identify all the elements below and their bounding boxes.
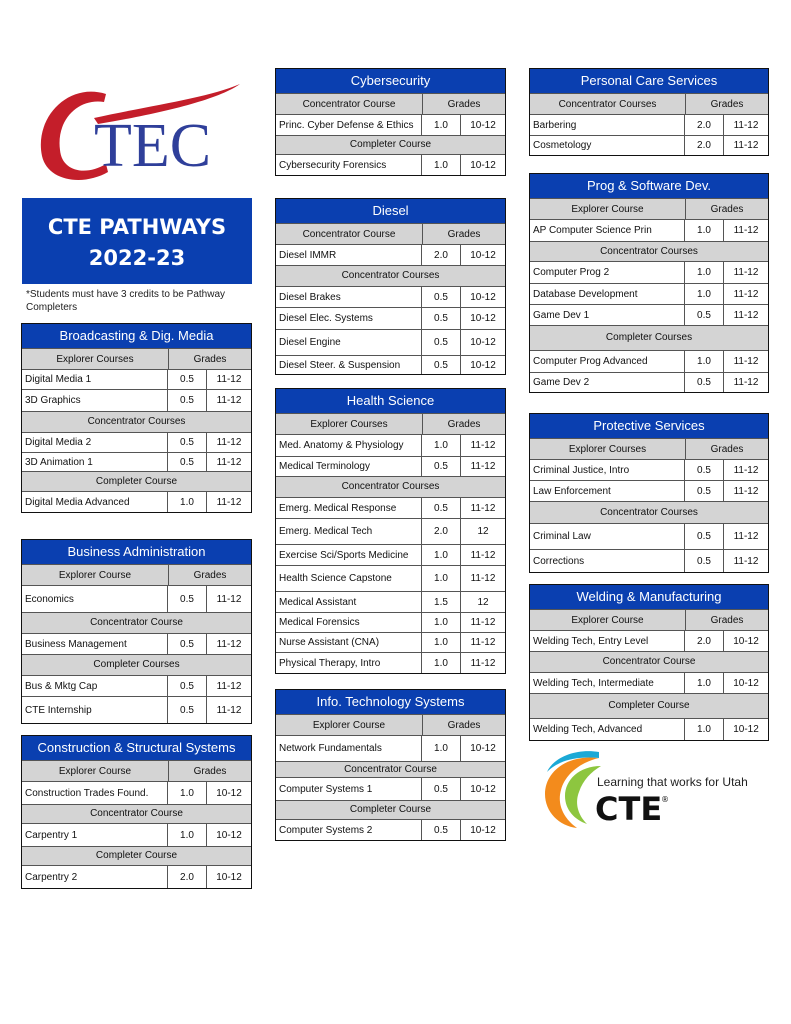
table-header-row [22, 348, 251, 369]
course-row [276, 329, 505, 355]
course-row [276, 652, 505, 673]
course-grades: 10-12 [460, 778, 505, 800]
course-credits: 0.5 [421, 820, 460, 840]
course-name: Emerg. Medical Response [279, 502, 397, 514]
course-name: Welding Tech, Intermediate [533, 677, 654, 689]
course-row [530, 523, 768, 549]
course-name: Computer Prog 2 [533, 267, 610, 278]
pathway-title: Diesel [276, 199, 505, 223]
course-grades: 10-12 [460, 155, 505, 175]
course-row [276, 114, 505, 135]
course-row [276, 735, 505, 761]
course-type-header: Explorer Course [58, 569, 132, 581]
course-grades: 10-12 [206, 866, 251, 888]
course-credits: 0.5 [167, 697, 206, 723]
course-grades: 11-12 [206, 492, 251, 512]
grades-header: Grades [685, 94, 768, 114]
course-credits: 1.0 [167, 782, 206, 804]
ctec-logo [28, 78, 248, 188]
course-level-band: Concentrator Course [22, 612, 251, 633]
pathway-title: Info. Technology Systems [276, 690, 505, 714]
course-credits: 0.5 [684, 305, 723, 325]
pathway-table [529, 68, 769, 156]
course-row [276, 286, 505, 307]
grades-header: Grades [685, 199, 768, 219]
course-row [22, 452, 251, 471]
table-header-row [530, 93, 768, 114]
course-type-header: Explorer Course [571, 203, 644, 215]
course-credits: 1.0 [421, 435, 460, 456]
course-grades: 11-12 [206, 370, 251, 389]
course-row [22, 675, 251, 696]
course-name: Digital Media 1 [25, 374, 92, 385]
pathway-title: Broadcasting & Dig. Media [22, 324, 251, 348]
course-credits: 0.5 [421, 356, 460, 374]
course-name: Barbering [533, 119, 577, 131]
course-credits: 2.0 [421, 519, 460, 544]
table-header-row [530, 438, 768, 459]
course-grades: 11-12 [206, 586, 251, 612]
course-credits: 0.5 [421, 778, 460, 800]
course-level-band: Completer Courses [22, 654, 251, 675]
course-credits: 1.0 [421, 566, 460, 591]
course-credits: 0.5 [421, 330, 460, 355]
course-grades: 11-12 [723, 550, 768, 572]
course-name: Computer Systems 2 [279, 824, 373, 836]
course-grades: 10-12 [723, 719, 768, 740]
pathway-table [21, 735, 252, 889]
course-name: Corrections [533, 555, 585, 567]
course-grades: 10-12 [723, 631, 768, 651]
utah-tagline: Learning that works for Utah [597, 775, 748, 789]
course-grades: 11-12 [723, 262, 768, 283]
course-name: Diesel Elec. Systems [279, 313, 373, 324]
course-credits: 0.5 [167, 390, 206, 411]
course-level-band: Concentrator Courses [530, 241, 768, 261]
course-credits: 2.0 [684, 631, 723, 651]
course-name: Computer Systems 1 [279, 783, 373, 795]
course-level-band: Concentrator Course [530, 651, 768, 672]
course-credits: 1.0 [167, 492, 206, 512]
course-credits: 0.5 [167, 676, 206, 696]
course-row [530, 672, 768, 693]
course-credits: 0.5 [167, 634, 206, 654]
title-banner [22, 198, 252, 284]
pathway-title: Welding & Manufacturing [530, 585, 768, 609]
course-row [22, 432, 251, 452]
course-row [276, 434, 505, 456]
course-credits: 1.0 [421, 633, 460, 652]
course-level-band: Completer Course [276, 800, 505, 819]
course-grades: 10-12 [206, 824, 251, 846]
course-level-band: Completer Course [530, 693, 768, 718]
utah-cte-wordmark: CTE [595, 790, 663, 828]
course-grades: 10-12 [460, 356, 505, 374]
pathway-table [275, 388, 506, 674]
pathway-title: Business Administration [22, 540, 251, 564]
course-type-header: Concentrator Course [302, 228, 396, 240]
course-name: Digital Media 2 [25, 437, 92, 448]
course-row [530, 261, 768, 283]
course-grades: 11-12 [723, 284, 768, 304]
course-credits: 2.0 [421, 245, 460, 265]
course-grades: 11-12 [460, 633, 505, 652]
course-name: Bus & Mktg Cap [25, 680, 98, 692]
utah-cte-logo [541, 748, 761, 830]
course-row [276, 819, 505, 840]
course-credits: 0.5 [684, 550, 723, 572]
svg-text:TEC: TEC [94, 112, 212, 180]
course-credits: 1.0 [684, 673, 723, 693]
course-grades: 10-12 [460, 736, 505, 761]
course-name: Medical Terminology [279, 461, 370, 472]
course-row [530, 114, 768, 135]
course-grades: 11-12 [460, 545, 505, 565]
course-level-band: Concentrator Course [276, 761, 505, 777]
course-name: Nurse Assistant (CNA) [279, 637, 380, 648]
table-header-row [22, 564, 251, 585]
course-name: CTE Internship [25, 704, 92, 716]
course-grades: 10-12 [723, 673, 768, 693]
course-type-header: Explorer Course [571, 614, 644, 626]
course-row [530, 135, 768, 155]
course-credits: 0.5 [684, 460, 723, 480]
course-row [22, 491, 251, 512]
course-grades: 11-12 [206, 697, 251, 723]
course-credits: 0.5 [421, 498, 460, 518]
course-name: Med. Anatomy & Physiology [279, 440, 404, 451]
course-row [22, 865, 251, 888]
course-name: Network Fundamentals [279, 743, 382, 754]
course-grades: 11-12 [460, 435, 505, 456]
course-type-header: Explorer Course [312, 719, 386, 731]
course-name: Construction Trades Found. [25, 787, 149, 799]
course-credits: 1.0 [421, 653, 460, 673]
grades-header: Grades [422, 414, 505, 434]
course-type-header: Concentrator Course [302, 98, 396, 110]
course-grades: 10-12 [460, 330, 505, 355]
course-grades: 11-12 [723, 115, 768, 135]
course-name: 3D Graphics [25, 395, 81, 406]
course-level-band: Concentrator Course [22, 804, 251, 823]
course-credits: 1.0 [167, 824, 206, 846]
course-credits: 1.0 [421, 545, 460, 565]
course-grades: 10-12 [460, 287, 505, 307]
course-type-header: Explorer Courses [568, 443, 647, 455]
course-type-header: Explorer Courses [310, 418, 388, 430]
course-name: Medical Assistant [279, 596, 357, 608]
course-type-header: Explorer Courses [56, 353, 134, 365]
course-grades: 11-12 [723, 460, 768, 480]
course-name: Cybersecurity Forensics [279, 159, 387, 171]
course-row [276, 355, 505, 374]
course-row [22, 369, 251, 389]
course-credits: 0.5 [167, 586, 206, 612]
course-grades: 10-12 [460, 308, 505, 329]
course-name: Law Enforcement [533, 485, 611, 497]
course-level-band: Completer Courses [530, 325, 768, 350]
course-name: Diesel IMMR [279, 249, 337, 261]
course-level-band: Concentrator Courses [22, 411, 251, 432]
course-row [530, 718, 768, 740]
banner-year: 2022-23 [88, 246, 186, 270]
course-grades: 11-12 [206, 634, 251, 654]
course-row [276, 456, 505, 476]
course-row [530, 372, 768, 392]
grades-header: Grades [685, 610, 768, 630]
course-row [276, 154, 505, 175]
course-name: Emerg. Medical Tech [279, 526, 373, 537]
course-level-band: Completer Course [276, 135, 505, 154]
course-credits: 1.5 [421, 592, 460, 612]
course-row [276, 632, 505, 652]
grades-header: Grades [168, 565, 251, 585]
pathway-title: Health Science [276, 389, 505, 413]
course-row [276, 307, 505, 329]
course-grades: 10-12 [460, 820, 505, 840]
course-name: Welding Tech, Advanced [533, 724, 643, 735]
course-row [276, 497, 505, 518]
course-credits: 2.0 [167, 866, 206, 888]
course-name: Exercise Sci/Sports Medicine [279, 549, 409, 561]
course-name: Digital Media Advanced [25, 496, 130, 508]
table-header-row [276, 223, 505, 244]
course-row [276, 518, 505, 544]
course-name: Game Dev 2 [533, 377, 590, 388]
course-grades: 10-12 [460, 245, 505, 265]
course-level-band: Completer Course [22, 846, 251, 865]
pathway-table [275, 198, 506, 375]
course-row [22, 585, 251, 612]
course-name: Database Development [533, 288, 638, 300]
table-header-row [530, 198, 768, 219]
course-credits: 1.0 [421, 115, 460, 135]
course-row [22, 633, 251, 654]
course-credits: 0.5 [421, 308, 460, 329]
course-row [276, 244, 505, 265]
table-header-row [276, 413, 505, 434]
course-grades: 11-12 [723, 136, 768, 155]
grades-header: Grades [422, 224, 505, 244]
pathway-title: Protective Services [530, 414, 768, 438]
course-grades: 11-12 [206, 676, 251, 696]
utah-registered-mark: ® [661, 795, 669, 804]
course-credits: 1.0 [684, 719, 723, 740]
course-name: Welding Tech, Entry Level [533, 635, 649, 647]
course-grades: 11-12 [206, 390, 251, 411]
course-name: Cosmetology [533, 140, 592, 151]
course-credits: 0.5 [684, 524, 723, 549]
table-header-row [276, 93, 505, 114]
course-credits: 0.5 [421, 287, 460, 307]
course-row [530, 630, 768, 651]
course-grades: 10-12 [206, 782, 251, 804]
course-level-band: Concentrator Courses [276, 265, 505, 286]
course-credits: 0.5 [421, 457, 460, 476]
course-credits: 2.0 [684, 115, 723, 135]
course-row [530, 283, 768, 304]
course-row [276, 777, 505, 800]
course-row [22, 781, 251, 804]
course-name: Criminal Law [533, 531, 591, 542]
pathway-title: Cybersecurity [276, 69, 505, 93]
course-row [276, 612, 505, 632]
course-grades: 12 [460, 519, 505, 544]
course-name: AP Computer Science Prin [533, 225, 652, 236]
pathway-title: Prog & Software Dev. [530, 174, 768, 198]
course-row [276, 544, 505, 565]
course-credits: 0.5 [167, 433, 206, 452]
pathway-table [529, 413, 769, 573]
course-grades: 11-12 [460, 498, 505, 518]
course-name: Medical Forensics [279, 617, 360, 628]
course-credits: 1.0 [684, 220, 723, 241]
course-credits: 0.5 [684, 373, 723, 392]
course-level-band: Concentrator Courses [530, 501, 768, 523]
course-grades: 11-12 [460, 457, 505, 476]
pathway-table [275, 68, 506, 176]
course-grades: 11-12 [723, 351, 768, 372]
pathway-table [529, 173, 769, 393]
course-grades: 11-12 [723, 305, 768, 325]
credits-note: *Students must have 3 credits to be Pathway Completers [26, 289, 225, 313]
course-row [530, 549, 768, 572]
course-credits: 0.5 [167, 370, 206, 389]
course-name: Diesel Engine [279, 337, 341, 348]
course-row [22, 823, 251, 846]
course-row [530, 219, 768, 241]
course-row [276, 565, 505, 591]
course-grades: 11-12 [460, 566, 505, 591]
course-level-band: Completer Course [22, 471, 251, 491]
course-name: 3D Animation 1 [25, 456, 93, 468]
course-credits: 1.0 [684, 351, 723, 372]
course-credits: 0.5 [167, 453, 206, 471]
pathway-title: Construction & Structural Systems [22, 736, 251, 760]
course-credits: 2.0 [684, 136, 723, 155]
course-type-header: Concentrator Courses [558, 98, 657, 110]
course-name: Game Dev 1 [533, 309, 590, 321]
course-name: Health Science Capstone [279, 573, 392, 584]
course-name: Carpentry 2 [25, 871, 78, 883]
grades-header: Grades [168, 349, 251, 369]
course-credits: 1.0 [684, 284, 723, 304]
pathway-title: Personal Care Services [530, 69, 768, 93]
banner-title: CTE PATHWAYS [47, 215, 227, 239]
grades-header: Grades [168, 761, 251, 781]
course-grades: 11-12 [206, 433, 251, 452]
course-row [276, 591, 505, 612]
course-grades: 11-12 [206, 453, 251, 471]
course-grades: 12 [460, 592, 505, 612]
course-grades: 11-12 [460, 653, 505, 673]
course-credits: 1.0 [421, 155, 460, 175]
course-name: Diesel Steer. & Suspension [279, 359, 401, 371]
grades-header: Grades [685, 439, 768, 459]
course-credits: 0.5 [684, 481, 723, 501]
course-credits: 1.0 [421, 613, 460, 632]
course-name: Computer Prog Advanced [533, 356, 648, 367]
course-grades: 11-12 [723, 481, 768, 501]
grades-header: Grades [422, 715, 505, 735]
course-credits: 1.0 [684, 262, 723, 283]
course-row [530, 480, 768, 501]
course-row [530, 304, 768, 325]
course-row [530, 459, 768, 480]
course-name: Business Management [25, 638, 127, 650]
course-row [530, 350, 768, 372]
course-grades: 11-12 [723, 220, 768, 241]
course-level-band: Concentrator Courses [276, 476, 505, 497]
course-name: Princ. Cyber Defense & Ethics [279, 119, 414, 131]
course-row [22, 389, 251, 411]
course-grades: 11-12 [460, 613, 505, 632]
course-grades: 11-12 [723, 373, 768, 392]
course-name: Diesel Brakes [279, 291, 341, 303]
pathway-table [275, 689, 506, 841]
course-credits: 1.0 [421, 736, 460, 761]
table-header-row [22, 760, 251, 781]
course-row [22, 696, 251, 723]
course-grades: 11-12 [723, 524, 768, 549]
course-name: Carpentry 1 [25, 829, 78, 841]
table-header-row [276, 714, 505, 735]
grades-header: Grades [422, 94, 505, 114]
pathway-table [21, 539, 252, 724]
course-grades: 10-12 [460, 115, 505, 135]
course-type-header: Explorer Course [58, 765, 132, 777]
course-name: Economics [25, 593, 74, 605]
course-name: Criminal Justice, Intro [533, 464, 630, 476]
pathway-table [529, 584, 769, 741]
table-header-row [530, 609, 768, 630]
course-name: Physical Therapy, Intro [279, 657, 381, 669]
pathway-table [21, 323, 252, 513]
